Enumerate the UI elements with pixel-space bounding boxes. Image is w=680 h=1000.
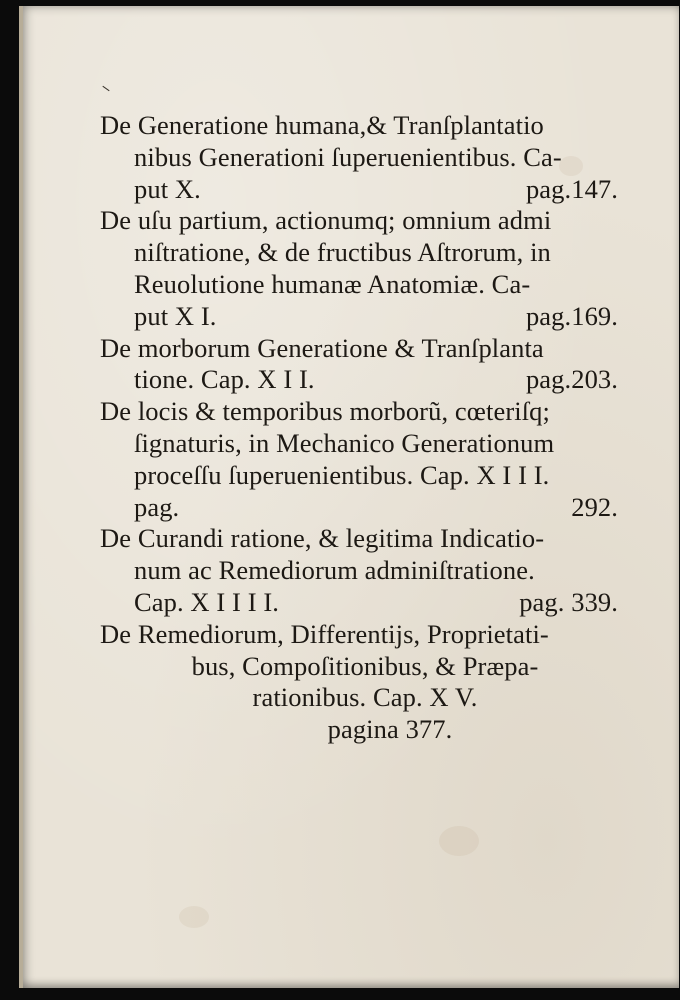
entry-line: bus, Compoſitionibus, & Præpa- <box>191 650 539 681</box>
page-reference: pag. 339. <box>519 586 618 617</box>
entry-line: nibus Generationi ſuperuenientibus. Ca- <box>134 141 562 172</box>
chapter-label: pag. <box>134 491 180 522</box>
entry-line: De locis & temporibus morborũ, cœteriſq; <box>100 396 550 427</box>
entry-last-line <box>100 714 620 746</box>
entry-line: De morborum Generatione & Tranſplanta <box>100 332 544 363</box>
page-reference: pag.169. <box>525 300 618 331</box>
entry-line: ſignaturis, in Mechanico Generationum <box>134 427 555 458</box>
toc-entry <box>100 523 620 618</box>
entry-last-line <box>100 587 620 619</box>
paper-stain <box>179 906 209 928</box>
chapter-label: put X I. <box>134 300 217 331</box>
entry-line: proceſſu ſuperuenientibus. Cap. X I I I. <box>134 459 550 490</box>
entry-line: rationibus. Cap. X V. <box>252 682 478 713</box>
entry-line: De uſu partium, actionumq; omnium admi <box>100 205 552 236</box>
page-reference: pag.203. <box>525 364 618 395</box>
chapter-label: Cap. X I I I I. <box>134 586 279 617</box>
toc-entry <box>100 205 620 332</box>
entry-last-line <box>100 364 620 396</box>
entry-line: Reuolutione humanæ Anatomiæ. Ca- <box>134 268 531 299</box>
entry-last-line <box>100 174 620 206</box>
toc-entry <box>100 619 620 746</box>
chapter-label: tione. Cap. X I I. <box>134 364 315 395</box>
table-of-contents <box>100 110 620 746</box>
toc-entry <box>100 333 620 397</box>
entry-last-line <box>100 492 620 524</box>
entry-line: num ac Remediorum adminiſtratione. <box>134 555 535 586</box>
toc-entry <box>100 110 620 205</box>
page-reference: pag.147. <box>525 173 618 204</box>
entry-line: De Curandi ratione, & legitima Indicatio- <box>100 523 545 554</box>
paper-stain <box>439 826 479 856</box>
page-reference: pagina 377. <box>327 714 453 745</box>
entry-last-line <box>100 301 620 333</box>
chapter-label: put X. <box>134 173 201 204</box>
page-gutter <box>19 6 23 988</box>
page-reference: 292. <box>571 491 618 522</box>
entry-line: De Generatione humana,& Tranſplantatio <box>100 110 544 140</box>
entry-line: De Remediorum, Differentijs, Proprietati- <box>100 618 549 649</box>
toc-entry <box>100 396 620 523</box>
entry-line: niſtratione, & de fructibus Aſtrorum, in <box>134 237 551 268</box>
